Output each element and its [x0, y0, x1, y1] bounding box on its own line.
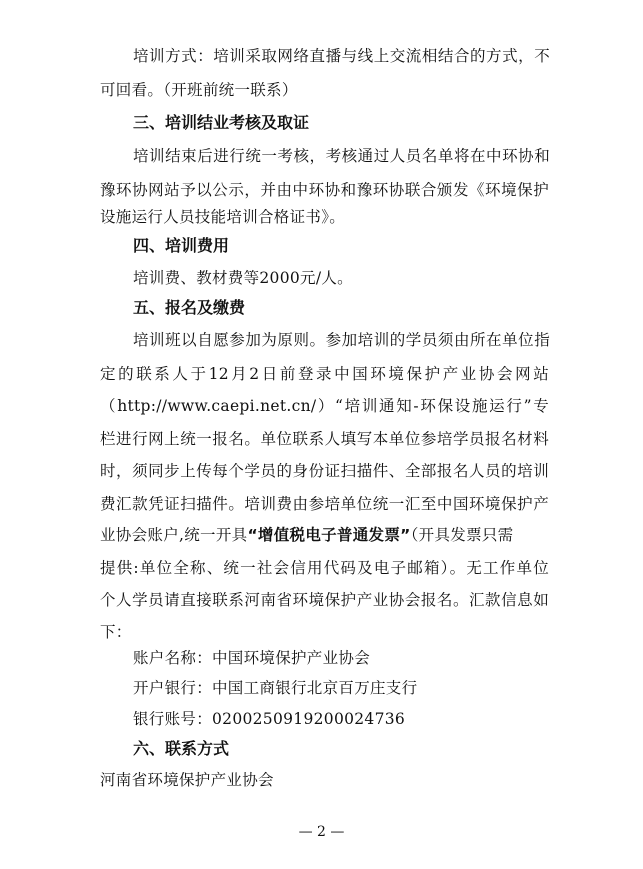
account-name-line: 账户名称：中国环境保护产业协会 [133, 649, 371, 667]
section-3-paragraph-line-1: 培训结束后进行统一考核，考核通过人员名单将在中环协和 [133, 147, 550, 165]
section-5-heading: 五、报名及缴费 [133, 298, 246, 317]
invoice-type-emphasis: “增值税电子普通发票” [247, 526, 411, 544]
section-6-heading: 六、联系方式 [133, 739, 230, 758]
training-method-line-2: 可回看。（开班前统一联系） [100, 81, 298, 99]
section-5-paragraph-line-1: 培训班以自愿参加为原则。参加培训的学员须由所在单位指 [133, 331, 550, 349]
section-3-heading: 三、培训结业考核及取证 [133, 113, 310, 132]
section-5-line-7-part-c: （开具发票只需 [410, 526, 514, 544]
section-5-paragraph-line-3: （http://www.caepi.net.cn/）“培训通知-环保设施运行”专 [100, 397, 549, 415]
section-4-paragraph-line-1: 培训费、教材费等2000元/人。 [133, 269, 353, 287]
section-5-paragraph-line-6: 费汇款凭证扫描件。培训费由参培单位统一汇至中国环境保护产 [100, 495, 549, 513]
section-5-paragraph-line-7 [100, 525, 560, 545]
contact-organization-line: 河南省环境保护产业协会 [100, 771, 274, 789]
training-method-line-1: 培训方式：培训采取网络直播与线上交流相结合的方式，不 [133, 47, 550, 65]
section-5-paragraph-line-4: 栏进行网上统一报名。单位联系人填写本单位参培学员报名材料 [100, 430, 549, 448]
section-5-paragraph-line-8: 提供:单位全称、统一社会信用代码及电子邮箱）。无工作单位 [100, 559, 549, 577]
bank-account-line: 银行账号：0200250919200024736 [133, 710, 406, 728]
section-3-paragraph-line-2: 豫环协网站予以公示，并由中环协和豫环协联合颁发《环境保护 [100, 181, 549, 199]
section-3-paragraph-line-3: 设施运行人员技能培训合格证书》。 [100, 208, 346, 226]
section-5-paragraph-line-2: 定的联系人于12月2日前登录中国环境保护产业协会网站 [100, 365, 549, 383]
page-number: — 2 — [298, 824, 345, 840]
section-5-paragraph-line-5: 时，须同步上传每个学员的身份证扫描件、全部报名人员的培训 [100, 462, 549, 480]
section-4-heading: 四、培训费用 [133, 236, 230, 255]
section-5-paragraph-line-10: 下： [100, 623, 132, 641]
bank-name-line: 开户银行：中国工商银行北京百万庄支行 [133, 679, 418, 697]
section-5-line-7-part-a: 业协会账户,统一开具 [100, 526, 248, 544]
section-5-paragraph-line-9: 个人学员请直接联系河南省环境保护产业协会报名。汇款信息如 [100, 591, 549, 609]
